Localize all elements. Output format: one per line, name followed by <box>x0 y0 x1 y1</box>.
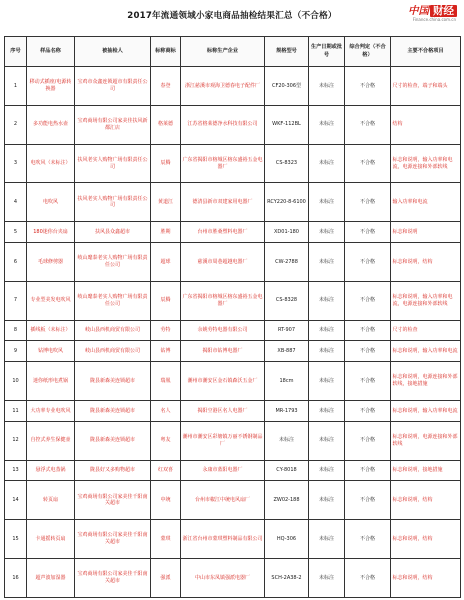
cell-inspected-party: 宝鸡商场有限公司家美佳千阳南关超市 <box>75 559 151 598</box>
cell-product-name: 自控式养生保健壶 <box>27 421 75 460</box>
cell-model: XB-887 <box>265 341 309 362</box>
cell-brand: 黄道江 <box>151 183 181 222</box>
cell-production-date: 未标注 <box>309 281 345 320</box>
site-logo[interactable] <box>408 3 457 18</box>
table-header-row <box>5 37 461 67</box>
cell-judgment: 不合格 <box>345 520 391 559</box>
cell-failed-items: 标志和说明，结构 <box>391 559 461 598</box>
cell-model: RCY220-8-6100 <box>265 183 309 222</box>
cell-no: 5 <box>5 222 27 243</box>
col-header-inspected: 被抽检人 <box>75 37 151 67</box>
cell-failed-items: 结构 <box>391 105 461 144</box>
cell-judgment: 不合格 <box>345 421 391 460</box>
cell-product-name: 卡通摇转页扇 <box>27 520 75 559</box>
cell-inspected-party: 岐山麾泰老实人购物广场有限责任公司 <box>75 243 151 282</box>
cell-production-date: 未标注 <box>309 559 345 598</box>
cell-failed-items: 尺寸的检查，端子和端头 <box>391 67 461 106</box>
cell-inspected-party: 宝鸡市众鑫连锁超市有限责任公司 <box>75 67 151 106</box>
cell-product-name: 悬浮式电蒸锅 <box>27 460 75 481</box>
cell-model: CW-2788 <box>265 243 309 282</box>
cell-production-date: 未标注 <box>309 520 345 559</box>
cell-failed-items: 标志和说明，接地措施 <box>391 460 461 481</box>
cell-product-name: 大功率专业电吹风 <box>27 401 75 422</box>
table-row <box>5 243 461 282</box>
cell-production-date: 未标注 <box>309 421 345 460</box>
cell-failed-items: 标志和说明，输入功率和电流 <box>391 401 461 422</box>
cell-production-date: 未标注 <box>309 144 345 183</box>
cell-production-date: 未标注 <box>309 320 345 341</box>
cell-production-date: 未标注 <box>309 481 345 520</box>
cell-brand: 瑞凰 <box>151 362 181 401</box>
cell-brand: 粤友 <box>151 421 181 460</box>
cell-product-name: 180迷你台夹扇 <box>27 222 75 243</box>
cell-manufacturer: 揭阳空港区名人电器厂 <box>181 401 265 422</box>
col-header-judgment: 综合判定（不合格） <box>345 37 391 67</box>
cell-no: 16 <box>5 559 27 598</box>
cell-product-name: 毛球修剪器 <box>27 243 75 282</box>
cell-manufacturer: 江苏省格莱德净水科技有限公司 <box>181 105 265 144</box>
cell-brand: 格莱德 <box>151 105 181 144</box>
cell-production-date: 未标注 <box>309 222 345 243</box>
cell-manufacturer: 浙江慈溪市观海卫德春电子配件厂 <box>181 67 265 106</box>
cell-manufacturer: 浙江省台州市蒙琪塑料制品有限公司 <box>181 520 265 559</box>
cell-failed-items: 标志和说明，电源连接和外部软线，接地措施 <box>391 362 461 401</box>
col-header-model: 规格型号 <box>265 37 309 67</box>
cell-manufacturer: 潮州市潮安区彩塘镇万丽不锈钢制品厂 <box>181 421 265 460</box>
cell-product-name: 多功能电热水壶 <box>27 105 75 144</box>
cell-failed-items: 尺寸的检查 <box>391 320 461 341</box>
cell-inspected-party: 岐山县西机商贸有限公司 <box>75 341 151 362</box>
cell-failed-items: 标志和说明 <box>391 222 461 243</box>
cell-production-date: 未标注 <box>309 105 345 144</box>
site-url: Finance.china.com.cn <box>412 17 456 22</box>
cell-manufacturer: 永康市蓝阳电器厂 <box>181 460 265 481</box>
cell-brand: 强派 <box>151 559 181 598</box>
cell-no: 11 <box>5 401 27 422</box>
cell-inspected-party: 扶风县众鑫超市 <box>75 222 151 243</box>
cell-manufacturer: 广东省揭阳市榕城区榕东盛裕五金电器厂 <box>181 144 265 183</box>
cell-failed-items: 输入功率和电流 <box>391 183 461 222</box>
table-row <box>5 421 461 460</box>
cell-model: WKF-112BL <box>265 105 309 144</box>
col-header-issue: 主要不合格项目 <box>391 37 461 67</box>
cell-model: 未标注 <box>265 421 309 460</box>
logo-badge: 财经 <box>430 5 457 17</box>
cell-brand: 辰腾 <box>151 144 181 183</box>
col-header-brand: 标称商标 <box>151 37 181 67</box>
cell-failed-items: 标志和说明，输入功率和电流，电源连接和外部软线 <box>391 144 461 183</box>
cell-no: 9 <box>5 341 27 362</box>
cell-model: CS-8328 <box>265 281 309 320</box>
cell-no: 10 <box>5 362 27 401</box>
document-title: 2017年流通领域小家电商品抽检结果汇总（不合格） <box>127 11 337 21</box>
cell-judgment: 不合格 <box>345 481 391 520</box>
cell-manufacturer: 潮州市潮安区金石镇森沃五金厂 <box>181 362 265 401</box>
cell-manufacturer: 余姚劳特电器有限公司 <box>181 320 265 341</box>
cell-judgment: 不合格 <box>345 105 391 144</box>
table-row <box>5 460 461 481</box>
cell-inspected-party: 陇县新森美连锁超市 <box>75 421 151 460</box>
cell-production-date: 未标注 <box>309 67 345 106</box>
cell-brand: 胜期 <box>151 222 181 243</box>
cell-no: 8 <box>5 320 27 341</box>
cell-model: HQ-306 <box>265 520 309 559</box>
cell-judgment: 不合格 <box>345 67 391 106</box>
cell-model: SCH-2A38-2 <box>265 559 309 598</box>
cell-inspected-party: 宝鸡商场有限公司家美佳千阳南关超市 <box>75 520 151 559</box>
cell-production-date: 未标注 <box>309 341 345 362</box>
cell-product-name: 电吹风（未标注） <box>27 144 75 183</box>
table-row <box>5 481 461 520</box>
cell-judgment: 不合格 <box>345 144 391 183</box>
cell-judgment: 不合格 <box>345 460 391 481</box>
cell-product-name: 专业型美发电吹风 <box>27 281 75 320</box>
cell-manufacturer: 德清县新市双建家用电器厂 <box>181 183 265 222</box>
cell-production-date: 未标注 <box>309 243 345 282</box>
table-row <box>5 362 461 401</box>
cell-model: CS-8323 <box>265 144 309 183</box>
table-row <box>5 183 461 222</box>
cell-inspected-party: 岐山县西机商贸有限公司 <box>75 320 151 341</box>
table-body <box>5 67 461 598</box>
cell-failed-items: 标志和说明，结构 <box>391 243 461 282</box>
cell-failed-items: 标志和说明，输入功率和电流，电源连接和外部软线 <box>391 281 461 320</box>
page-header <box>0 0 464 36</box>
cell-no: 6 <box>5 243 27 282</box>
table-row <box>5 520 461 559</box>
table-row <box>5 222 461 243</box>
cell-no: 13 <box>5 460 27 481</box>
cell-inspected-party: 宝鸡商场有限公司家美佳扶风新都汇店 <box>75 105 151 144</box>
cell-judgment: 不合格 <box>345 281 391 320</box>
cell-model: XD01-180 <box>265 222 309 243</box>
cell-product-name: 迷你纸形电煮锅 <box>27 362 75 401</box>
cell-no: 7 <box>5 281 27 320</box>
cell-no: 14 <box>5 481 27 520</box>
cell-failed-items: 标志和说明，电源连接和外部软线 <box>391 421 461 460</box>
col-header-maker: 标称生产企业 <box>181 37 265 67</box>
col-header-date: 生产日期或批号 <box>309 37 345 67</box>
cell-inspected-party: 陇县好又多购物超市 <box>75 460 151 481</box>
cell-brand: 春登 <box>151 67 181 106</box>
cell-model: ZW02-188 <box>265 481 309 520</box>
cell-model: 18cm <box>265 362 309 401</box>
cell-product-name: 钻博电吹风 <box>27 341 75 362</box>
cell-no: 4 <box>5 183 27 222</box>
cell-product-name: 移动式插座/电源转换器 <box>27 67 75 106</box>
cell-model: RT-907 <box>265 320 309 341</box>
cell-inspected-party: 岐山麾泰老实人购物广场有限责任公司 <box>75 281 151 320</box>
cell-production-date: 未标注 <box>309 401 345 422</box>
cell-brand: 辰腾 <box>151 281 181 320</box>
table-row <box>5 320 461 341</box>
cell-model: CF20-306型 <box>265 67 309 106</box>
cell-inspected-party: 扶风老实人购物广场有限责任公司 <box>75 144 151 183</box>
col-header-no: 序号 <box>5 37 27 67</box>
table-row <box>5 401 461 422</box>
cell-product-name: 超声波加湿器 <box>27 559 75 598</box>
cell-production-date: 未标注 <box>309 183 345 222</box>
cell-failed-items: 标志和说明，结构 <box>391 520 461 559</box>
cell-judgment: 不合格 <box>345 243 391 282</box>
cell-no: 15 <box>5 520 27 559</box>
cell-product-name: 电吹风 <box>27 183 75 222</box>
cell-model: MR-1793 <box>265 401 309 422</box>
cell-brand: 超球 <box>151 243 181 282</box>
cell-no: 1 <box>5 67 27 106</box>
table-row <box>5 105 461 144</box>
cell-inspected-party: 陇县新森美连锁超市 <box>75 401 151 422</box>
table-row <box>5 341 461 362</box>
cell-no: 3 <box>5 144 27 183</box>
results-table <box>4 36 461 598</box>
cell-manufacturer: 台州市椒江中统电风扇厂 <box>181 481 265 520</box>
cell-production-date: 未标注 <box>309 460 345 481</box>
table-row <box>5 281 461 320</box>
cell-judgment: 不合格 <box>345 222 391 243</box>
cell-no: 2 <box>5 105 27 144</box>
cell-inspected-party: 陇县新森美连锁超市 <box>75 362 151 401</box>
cell-brand: 蒙琪 <box>151 520 181 559</box>
cell-judgment: 不合格 <box>345 401 391 422</box>
cell-manufacturer: 中山市东凤镇强派电器厂 <box>181 559 265 598</box>
cell-model: CY-8018 <box>265 460 309 481</box>
cell-brand: 名人 <box>151 401 181 422</box>
cell-brand: 红双喜 <box>151 460 181 481</box>
cell-brand: 钻博 <box>151 341 181 362</box>
cell-product-name: 插线板（未标注） <box>27 320 75 341</box>
table-row <box>5 559 461 598</box>
cell-manufacturer: 慈溪市周巷超越电器厂 <box>181 243 265 282</box>
table-row <box>5 144 461 183</box>
col-header-name: 样品名称 <box>27 37 75 67</box>
cell-brand: 中统 <box>151 481 181 520</box>
cell-manufacturer: 广东省揭阳市榕城区榕东盛裕五金电器厂 <box>181 281 265 320</box>
cell-failed-items: 标志和说明，输入功率和电流 <box>391 341 461 362</box>
cell-no: 12 <box>5 421 27 460</box>
cell-brand: 劳特 <box>151 320 181 341</box>
table-row <box>5 67 461 106</box>
logo-text: 中国 <box>408 5 429 17</box>
cell-judgment: 不合格 <box>345 362 391 401</box>
cell-judgment: 不合格 <box>345 320 391 341</box>
cell-manufacturer: 揭阳市钻博电器厂 <box>181 341 265 362</box>
cell-judgment: 不合格 <box>345 183 391 222</box>
cell-inspected-party: 宝鸡商场有限公司家美佳千阳南关超市 <box>75 481 151 520</box>
cell-failed-items: 标志和说明，结构 <box>391 481 461 520</box>
cell-product-name: 转页扇 <box>27 481 75 520</box>
cell-manufacturer: 台州市胜桑塑料电器厂 <box>181 222 265 243</box>
cell-judgment: 不合格 <box>345 341 391 362</box>
cell-inspected-party: 扶风老实人购物广场有限责任公司 <box>75 183 151 222</box>
cell-production-date: 未标注 <box>309 362 345 401</box>
cell-judgment: 不合格 <box>345 559 391 598</box>
